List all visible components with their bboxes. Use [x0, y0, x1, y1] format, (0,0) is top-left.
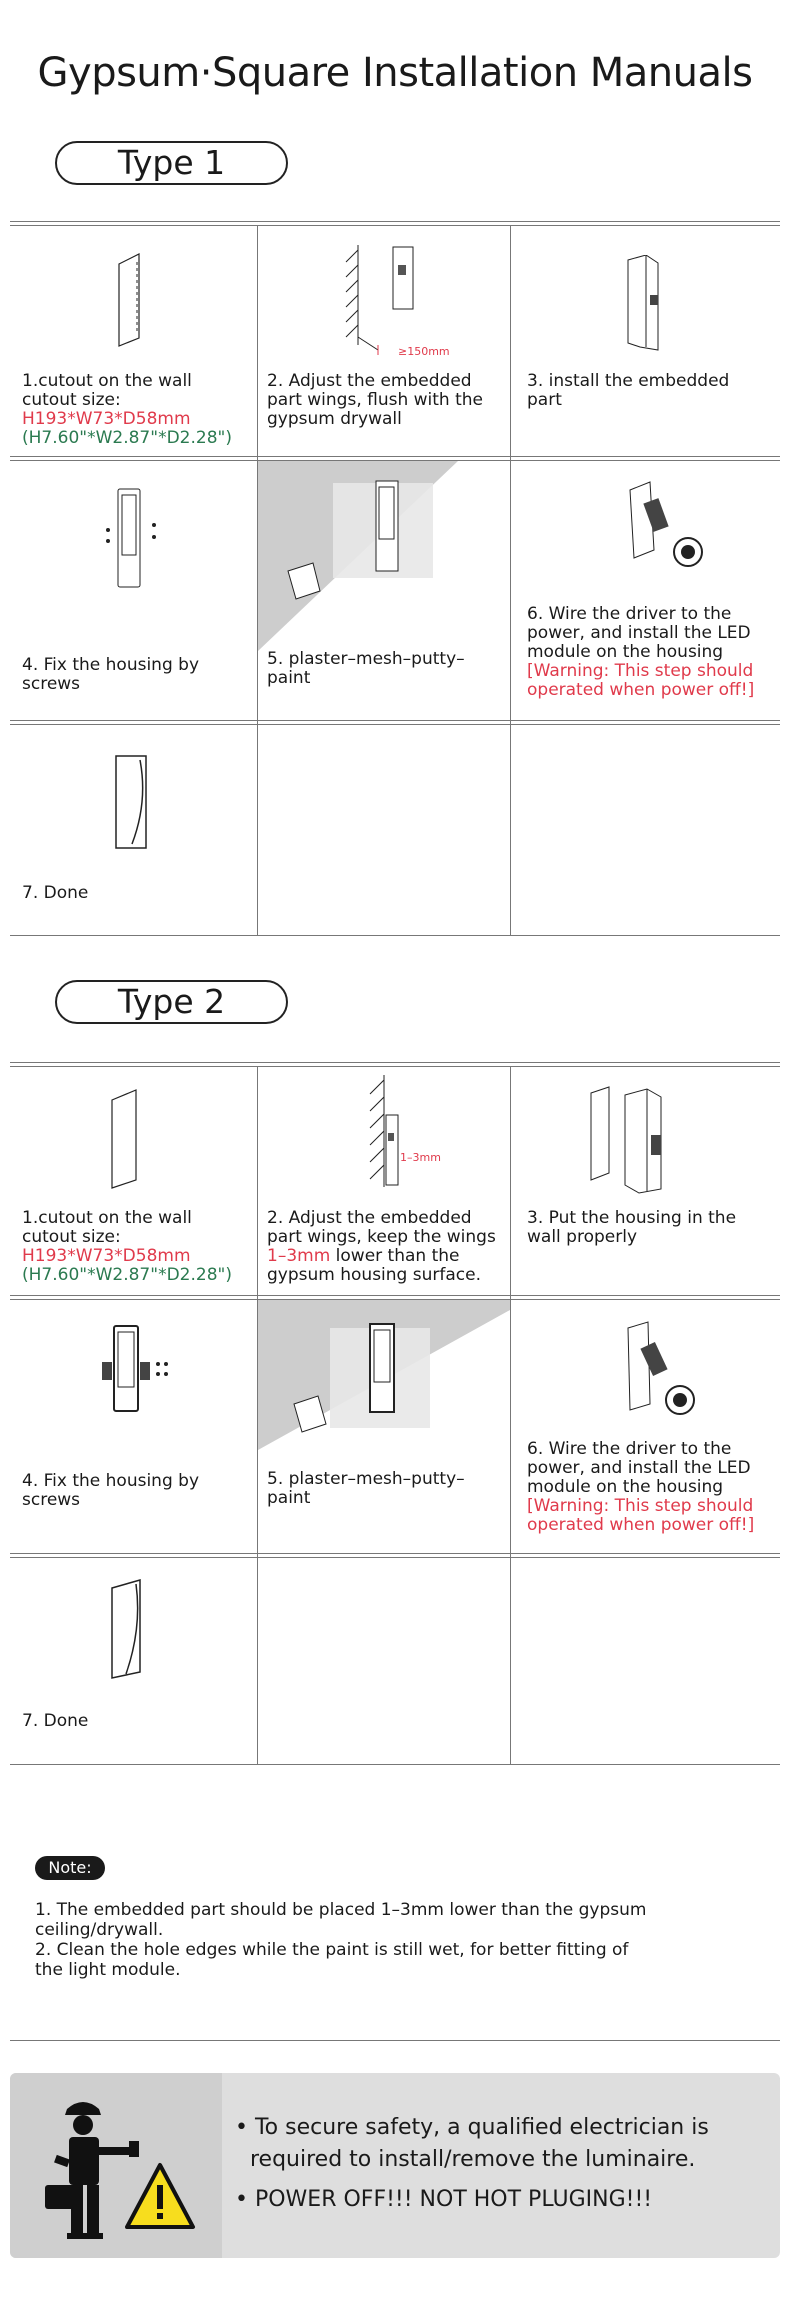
safety-bullet-continued: required to install/remove the luminaire.: [250, 2147, 696, 2172]
type2-step7: 7. Done: [22, 1711, 89, 1731]
offset-value: 1–3mm: [267, 1246, 331, 1266]
cutout-panel-illustration: [115, 250, 155, 350]
step-text: 3. Put the housing in the: [527, 1208, 737, 1228]
housing-screws-illustration: [92, 1320, 177, 1420]
plaster-mesh-illustration: [258, 1300, 510, 1552]
safety-bullet: • POWER OFF!!! NOT HOT PLUGING!!!: [235, 2187, 653, 2212]
step-text: 5. plaster–mesh–putty–: [267, 1469, 465, 1489]
divider: [10, 1062, 780, 1067]
step-text: screws: [22, 674, 81, 694]
type2-step3: [527, 1209, 777, 1247]
type2-step1: [22, 1209, 252, 1285]
led-module-install-illustration: [620, 480, 730, 580]
type2-step4: [22, 1472, 252, 1510]
step-text: power, and install the LED: [527, 1458, 751, 1478]
step-text: 1.cutout on the wall: [22, 371, 192, 391]
step-text: power, and install the LED: [527, 623, 751, 643]
type2-step6: [527, 1440, 777, 1535]
step-text: 6. Wire the driver to the: [527, 1439, 732, 1459]
size-mm: H193*W73*D58mm: [22, 409, 191, 429]
step-text: 4. Fix the housing by: [22, 655, 200, 675]
page-title: Gypsum·Square Installation Manuals: [37, 50, 753, 96]
cutout-panel-illustration: [108, 1088, 148, 1193]
type2-step5: [267, 1470, 507, 1508]
step-text: cutout size:: [22, 390, 121, 410]
embedded-wing-offset-illustration: [360, 1075, 440, 1195]
step-text: 3. install the embedded: [527, 371, 730, 391]
step-text: paint: [267, 668, 311, 688]
note-badge: Note:: [35, 1856, 105, 1880]
warning-text: [Warning: This step should: [527, 1496, 754, 1516]
step-text: screws: [22, 1490, 81, 1510]
note-item: 2. Clean the hole edges while the paint is still wet, for better fitting of: [35, 1940, 629, 1960]
note-item: ceiling/drywall.: [35, 1920, 164, 1940]
column-divider: [510, 1066, 511, 1764]
step-text: 2. Adjust the embedded: [267, 1208, 472, 1228]
step-text: part wings, keep the wings: [267, 1227, 496, 1247]
dimension-label: 1–3mm: [400, 1151, 441, 1164]
step-text: part: [527, 390, 562, 410]
type1-step4: [22, 656, 252, 694]
type2-label: Type 2: [55, 980, 288, 1024]
divider: [10, 1764, 780, 1765]
electrician-warning-icon: [45, 2095, 205, 2245]
step-text: 1.cutout on the wall: [22, 1208, 192, 1228]
column-divider: [510, 225, 511, 935]
safety-text: [235, 2112, 765, 2216]
finished-light-illustration: [108, 1578, 148, 1683]
divider: [10, 720, 780, 725]
type1-step5: [267, 650, 507, 688]
divider: [10, 221, 780, 226]
type1-step7: 7. Done: [22, 883, 89, 903]
divider: [10, 1553, 780, 1558]
step-text: 2. Adjust the embedded: [267, 371, 472, 391]
step-text: 5. plaster–mesh–putty–: [267, 649, 465, 669]
housing-screws-illustration: [100, 485, 165, 595]
note-item: 1. The embedded part should be placed 1–3mm lower than the gypsum: [35, 1900, 647, 1920]
step-text: module on the housing: [527, 642, 724, 662]
divider: [10, 2040, 780, 2041]
step-text: wall properly: [527, 1227, 638, 1247]
step-text: 6. Wire the driver to the: [527, 604, 732, 624]
divider: [10, 935, 780, 936]
warning-text: operated when power off!]: [527, 1515, 755, 1535]
led-module-install-illustration: [620, 1320, 730, 1430]
type1-step6: [527, 605, 777, 700]
type1-step2: [267, 372, 507, 429]
step-text: 4. Fix the housing by: [22, 1471, 200, 1491]
housing-into-wall-illustration: [585, 1085, 685, 1195]
type2-step2: [267, 1209, 512, 1285]
notes-list: [35, 1900, 735, 1980]
embedded-box-illustration: [620, 255, 670, 355]
step-text: paint: [267, 1488, 311, 1508]
type1-step3: [527, 372, 767, 410]
type1-step1: [22, 372, 252, 448]
step-text: gypsum drywall: [267, 409, 402, 429]
step-text: module on the housing: [527, 1477, 724, 1497]
embedded-part-wall-illustration: [338, 245, 468, 360]
step-text: part wings, flush with the: [267, 390, 484, 410]
size-inch: (H7.60"*W2.87"*D2.28"): [22, 428, 232, 448]
note-item: the light module.: [35, 1960, 181, 1980]
type1-label: Type 1: [55, 141, 288, 185]
warning-text: [Warning: This step should: [527, 661, 754, 681]
dimension-label: ≥150mm: [398, 345, 450, 358]
step-text: lower than the: [330, 1246, 460, 1266]
safety-bullet: • To secure safety, a qualified electrician is: [235, 2115, 709, 2140]
step-text: [267, 1247, 512, 1266]
size-mm: H193*W73*D58mm: [22, 1246, 191, 1266]
finished-light-illustration: [110, 752, 155, 852]
size-inch: (H7.60"*W2.87"*D2.28"): [22, 1265, 232, 1285]
step-text: cutout size:: [22, 1227, 121, 1247]
warning-text: operated when power off!]: [527, 680, 755, 700]
step-text: gypsum housing surface.: [267, 1265, 481, 1285]
